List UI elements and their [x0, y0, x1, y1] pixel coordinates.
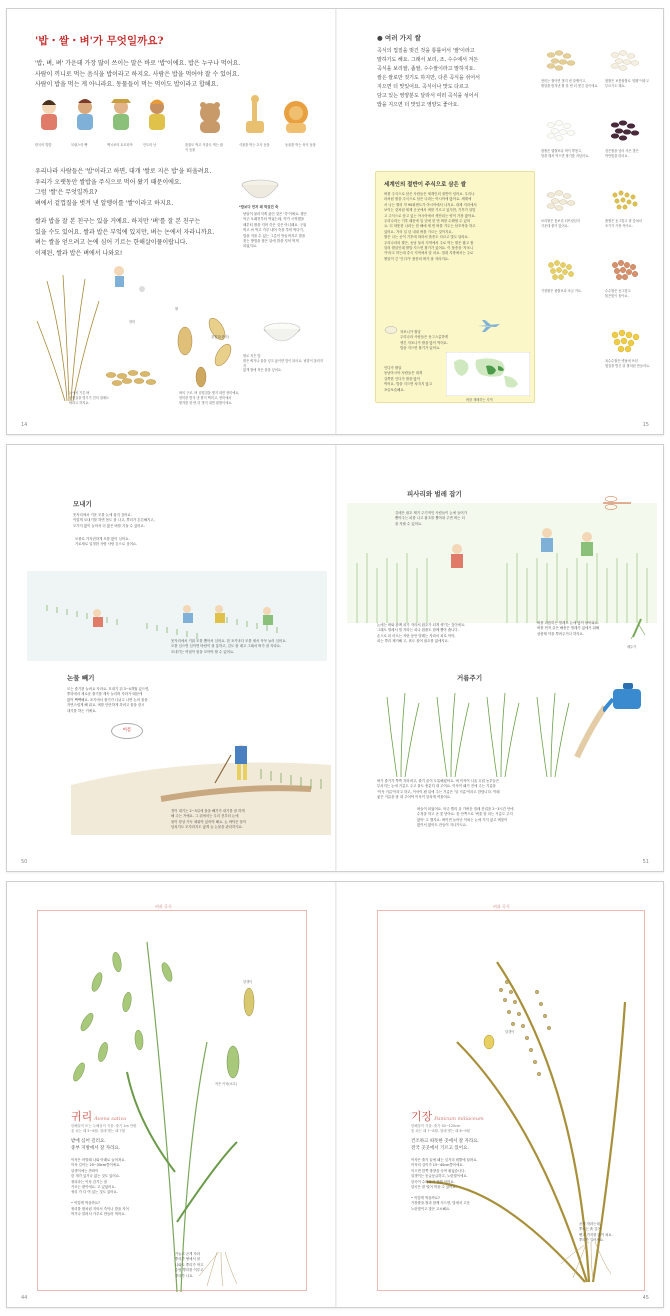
grain-structure-diagram	[178, 316, 234, 387]
grain-caption-8: 수수쌀은 동그랗고 붉은빛이 돌아요.	[605, 289, 631, 298]
para-rice: 우리나라 사람들은 '밥'이라고 하면, 대개 '쌀로 지은 밥'을 떠올려요. 우리가 오랫동안 쌀밥을 주식으로 먹어 왔기 때문이에요. 그럼 '쌀'은 무엇일까요? 벼에서 겉껍질을 벗겨 낸 알맹이를 '쌀'이라고 하지요.	[35, 168, 212, 207]
grain-swatch-white-rice	[605, 45, 647, 77]
people-label-2: 모링스의 빵	[71, 143, 88, 147]
person-india	[149, 100, 165, 131]
oat-plant-illustration	[57, 922, 257, 1292]
page-gutter	[335, 882, 337, 1307]
millet-text: 이삭은 줄기 끝에 패는 잎거리 원뿔에 달려요. 이삭의 길이가 15~40cm쯤이에요. 익으면 한쪽 방향을 숙여 휘었습니다. 알갱이는 동글동글하고, 노란빛이에요. 알곡이 수확하기 전엔 익어요. 알곡은 잘 털어 먹을 수 있어요. • 이렇게 먹을까요? 기장쌀을 쌀과 함께 지으면, 밥에서 고운 노란빛이고 맛은 고소해요.	[411, 1158, 478, 1211]
grain-caption-2: 찹쌀은 보통찹쌀로 '멥쌀'이라고 부르기도 해요.	[605, 79, 649, 88]
person-korea	[41, 100, 57, 130]
page-number-right: 51	[642, 859, 649, 865]
grain-swatch-black-rice	[605, 115, 647, 147]
page-number-left: 14	[21, 422, 28, 428]
grain-caption-10: 옥수수쌀은 옛날에 쓰던 껍질을 벗긴 뒤 쌀처럼 만들어요.	[605, 359, 651, 368]
world-map	[446, 352, 530, 396]
heading-draining: 논물 빼기	[67, 674, 95, 682]
animal-label-1: 풀풀도 먹고 식물도 먹는 잡식 동물	[185, 143, 223, 152]
page-number-left: 50	[21, 859, 28, 865]
label-dongphyeon: 겉껍질(왕겨)	[211, 335, 229, 339]
label-ssal: 쌀	[175, 307, 179, 311]
plant-name-oat	[71, 1108, 126, 1124]
label-oat-grain: 알갱이	[243, 980, 253, 984]
map-caption: 벼를 재배하는 지역	[466, 398, 493, 402]
text-draining: 모는 줄기를 늘려요 자라요. 모내기 뒤 3~4개월 있으면, 뿌리에서 새로운 줄기를 계속 늘리며 자라가 때문에 많이 빽빽해요. 포기에서 줄기가 나뉘고 나면 논의 물을 자연스럽게 빼 줘요. 벼를 단단하게 하려고 물을 잠시 대기를 하는 거예요.	[67, 687, 150, 713]
watering-can-icon	[603, 683, 651, 717]
people-eating-illustration	[35, 95, 185, 141]
label-hyeonmi: 현미	[129, 320, 136, 324]
animal-label-2: 식물을 먹는 초식 동물	[239, 143, 270, 147]
world-rice-box	[375, 171, 535, 403]
plate-tag: 벼과 곡식	[155, 904, 172, 909]
millet-lead: 건조하고 따뜻한 곳에서 잘 자라요. 전국 곳곳에서 기르고 있어요.	[411, 1139, 480, 1151]
child-figure	[114, 266, 145, 292]
note-transplanting-2: 못자리에서 키워 모를 뽑아서 심어요. 한 포기마다 모를 세서 꼭꼭 눌러 심어요. 모를 심으면 심이면 바람이 잘 통하고, 김도 잘 매고 그래서 벼가 잘 자라요. 모내기는 여럿이 힘을 모아야 할 수 있어요.	[171, 639, 287, 654]
plant-name-text: 기장	[411, 1110, 433, 1123]
grasshopper-icon	[627, 613, 647, 643]
grain-swatch-barley	[541, 185, 583, 217]
label-oat-spikelet: 작은 이삭(소수)	[215, 1082, 237, 1086]
japonica-text: 자포니카 쌀알 우리나라 사람들은 동그스름하게 생긴 자포니카 쌀을 많이 먹어요. 밥을 지으면 찰기가 있어요.	[400, 330, 449, 351]
note-weeding-2: 벼를 괴롭히는 벌레도 논에 많이 날아와요. 벼를 먼저 갉은 해충은 벌레가 없애기 위해 살충제 약을 뿌려주거나 하지요.	[537, 621, 600, 636]
indica-text: 인디카 쌀알 동남아시아 사람들은 대개 길쭉한 인디카 쌀을 많이 먹어요. 밥을 지으면 차지지 않고 포슬포슬해요.	[384, 366, 432, 392]
grain-swatch-sorghum	[605, 255, 647, 287]
rice-plant	[37, 275, 99, 401]
millet-panicle	[499, 980, 551, 1076]
oat-spikelets	[71, 951, 174, 1082]
animal-label-3: 동물을 먹는 육식 동물	[285, 143, 316, 147]
bap-caption: 쌀로 지은 밥 쌀은 찌거나 물을 넣고 끓이면 밥이 되어요. 낱말이 물러지지 않게 쌀에 적은 물을 넣어요.	[243, 354, 323, 373]
millet-detail-grain	[484, 1035, 494, 1049]
text-weeding: 논에는 벼와 함께 피가 자라서 잡초가 되게 생기는 것이에요. 그래도 벌레서 벌 자라는 피나 잡풀도 함께 뽑아 줍니다. 손으로 피 마르는 자란 동안 벌레는 자라서 피로 막아, 피는 뿌리 제거해 고, 흙도 물어 잡초를 없애지요.	[377, 623, 466, 644]
grain-caption-1: 현미는 쌀이면 벗겨 낸 알맹이고, 쌀알을 벗겨낸 쌀 한 번 더 벗긴 것이에요.	[541, 79, 599, 88]
grain-swatch-foxtail-millet	[605, 185, 647, 217]
rice-note: 낟알이 물러지게 끓인 것은 '죽'이에요. 쌀은 아주 오래전부터 먹었는데, 약가 시작했을 때부터 쌀을 지어 죽은 것은 아니래요. 구워 먹고 씨 먹고 가루 내어 죽을 쑤어 먹다가, 밥을 지을 수 있는 그릇이 만들어지고 밥을 짓는 방법을 찾은 뒤에 밥을 지어 먹게 되었지요.	[243, 212, 308, 249]
box-text: 벼를 주식으로 삼은 사람들은 세계인의 절반이 넘어요. 우리나 라처럼 쌀을 주식으로 삼은 나라는 아시아에 많아요. 세계에 서 나는 쌀의 약 90퍼센트가 아시아에서 나지요. 대체 지리에서 보이는 것처럼 세계 곳곳에서 벼를 기르고 있지만, 기후가 알맞 고 주식으로 삼고 있는 아시아에서 생산되는 양이 가장 많아요. 우리나라는 기후 때문에 일 년에 한 번 벼를 수확할 수 있어 요. 더 따뜻한 나라는 한 해에 세 번 벼를 거두는 삼모작을 하고 있어요. 거의 일 년 내내 벼를 기르는 것이지요. 쌀은 나는 곳이 기후에 따라서 품종도 다르고 맛도 달라요. 우리나라의 쌀은, 동남 둘의 지역에서 주로 먹는 쌀은 짧고 찰 알의 쌀알인데 쌀밥 지으면 찰기가 있어요. 이 품종을 '자포니 카'라고 하는데 중국 지역에서 알 차요. 열대 지방에서는 주로 쌀알이 긴 '인디카' 품종의 벼가 잘 자라지요.	[384, 192, 477, 261]
note-draining: 경이 대기는 2~3일에 물을 빼기가 대기를 잘 하게 해 주는 거예요. 그 뒤에서는 우리 전부터 논에 물이 항상 가득 채워야 있어야 해요. 논 바닥은 물이 넘치지도 모자라지도 않게 늘 논물을 관리하지요.	[171, 809, 247, 830]
oat-lead: 밭에 심어 길러요. 중부 지방에서 잘 자라요.	[71, 1139, 121, 1151]
bug-label: 메뚜기	[627, 645, 637, 649]
page-title: '밥・쌀・벼'가 무엇일까요?	[35, 35, 164, 47]
heading-weeding: 피사리와 벌레 잡기	[407, 490, 462, 498]
grain-swatch-proso-millet	[541, 255, 583, 287]
page-number-left: 44	[21, 1295, 28, 1301]
heading-transplanting: 모내기	[73, 500, 92, 508]
para-byeo: 쌀과 밥을 잘 본 친구는 있을 거예요. 하지만 '벼'를 잘 본 친구는 있을 수도 있어요. 쌀과 밥은 부엌에 있지만, 벼는 논에서 자라니까요. 벼는 쌀을 얻으려고 논에 심어 기르는 한해살이풀이랍니다. 이제된, 쌀과 밥은 벼에서 나와요!	[35, 218, 215, 257]
dragonfly-icon	[597, 493, 637, 513]
people-label-1: 한국의 밥밥	[35, 143, 52, 147]
latin-name: Avena sativa	[94, 1116, 127, 1122]
byeo-caption: 논에서 기른 벼 겉껍질을 벗기기 전의 열매도 벼라고 하지요.	[69, 391, 109, 405]
section-title: ● 여러 가지 쌀	[377, 34, 421, 42]
page-gutter	[335, 445, 337, 871]
rice-note-title: *밥보다 먼저 왜 먹었던 죽	[239, 205, 279, 209]
oat-stems	[147, 942, 207, 1292]
oat-detail-spikelet	[227, 1046, 239, 1078]
fertilizing-illustration	[377, 687, 617, 777]
heading-fertilizing: 거름주기	[457, 674, 483, 682]
plant-name-text: 귀리	[71, 1110, 93, 1123]
note-transplanting-1: 모줄로 가지런하게 모를 많이 심어요. 가로세로 일정한 사람 사람 손으로 심어요.	[75, 537, 138, 547]
grain-swatch-hyeonmi	[541, 45, 583, 77]
text-fertilizing: 벼가 줄기가 쭉쭉 자라려고, 줄기 끝이 도톰해졌어요. 벼 이삭이 나올 무렵 농부들은 부서지는 논에 거름도 주고 물도 충분히 대 주어요. 이삭이 패기 전에 주는 거름을 '이삭 거름'이라고 하고, 이삭이 팬 뒤에 주는 거름은 '알 거름'이라고 한답니다. 이때 좋은 거름을 잘 대 주어야 이삭이 알차게 여물어요.	[377, 779, 500, 800]
grain-caption-3: 찹쌀은 멥쌀보다 색이 뿌옇고, 밥을 해서 먹으면 찰기를 지녔어요.	[541, 149, 590, 158]
latin-name: Panicum miliaceum	[434, 1116, 484, 1122]
intro-paragraph: '밥, 벼, 벼' 가운데 가장 많이 쓰이는 말은 바로 '밥'이에요. 밥은 누구나 먹어요. 사람이 끼니로 먹는 음식을 밥이라고 하지요. 사람은 밥을 먹어야 잘 수 있어요. 사람이 밥을 먹는 게 아니라요. 동물들이 먹는 먹이도 밥이라고 합해요.	[35, 60, 241, 88]
people-label-3: 멕시코의 토르티야	[107, 143, 133, 147]
giraffe-icon	[246, 95, 264, 133]
plant-name-millet	[411, 1108, 484, 1124]
label-millet-grain: 알갱이	[505, 1030, 515, 1034]
animals-eating-illustration	[192, 95, 322, 141]
tall-rice-plants	[387, 693, 569, 777]
page-number-right: 15	[642, 422, 649, 428]
oat-root-caption: 가늘고 곧게 자라 뿌리가 땅에서 잘 나와도 뿌리가 작고 수염 뿌리를 이루고 뿌리가 나요.	[175, 1252, 204, 1278]
plate-tag: 벼과 곡식	[493, 904, 510, 909]
season-bubble: 여름	[111, 723, 143, 739]
grain-swatch-corn	[605, 325, 647, 357]
grain-swatch-glutinous	[541, 115, 583, 147]
spread-rice-bap	[6, 8, 664, 435]
lion-icon	[284, 101, 308, 133]
section-paragraph: 곡식의 껍질을 벗긴 것을 통틀어서 '쌀'이라고 말하기도 해요. 그래서 보리, 조, 수수에서 겨든 곡식을 보리쌀, 좁쌀, 수수쌀이라고 말하지요. 쌀은 쌀로만 짓기도 하지만, 다른 곡식을 섞어서 지으면 더 맛있어요. 곡식이나 맛도 다르고 담고 있는 영양분도 달라서 여러 곡식을 섞어서 밥을 지으면 더 맛있고 영양도 좋아요.	[377, 48, 480, 108]
oat-subtitle: 한해살이 또는 두해살이 식물. 줄기 1m 안팎 꽃 피는 때 5~6월. 열매 맺는 때 7월	[71, 1124, 137, 1134]
grain-caption-4: 검은쌀을 넣어 지은 밥은 까만빛을 띠어요.	[605, 149, 639, 158]
hyeonmi-caption: 벼의 구조. 벼 겉껍질을 벗겨 내면 현미예요, 현미를 벗겨 낸 쌀이 백미고, 현미에서 쌀겨를 한 번 더 벗겨 내면 흰쌀이에요.	[179, 391, 240, 405]
grain-caption-7: 기장쌀은 좁쌀보다 조금 커요.	[541, 289, 583, 293]
airplane-icon	[476, 318, 502, 334]
note-fertilizing: 벼들이 피었어요. 아주 빨리 올 가벼운 열매 잔업을 2~3시간 안에 수정을 하고 곧 꽃 닫아요. 꽃 안쪽으로 '벼꽃 잘 피는 거름도 주지 않아' 고 했지요. 벼이면 늘어난 이외는 논에 가지 않고 벼꽃이 많이서 많아도 잔들이 지나가도요.	[417, 807, 514, 828]
millet-subtitle: 한해살이 식물. 줄기 50~120cm 꽃 피는 때 7~8월. 열매 맺는 때 8~9월	[411, 1124, 470, 1134]
oat-detail-grain	[244, 988, 254, 1016]
grain-caption-6: 좁쌀은 동그랗고 잘 뭉쳐서 조기가 가장 작아요.	[605, 219, 642, 228]
person-mexico	[111, 99, 131, 130]
millet-root-caption: 곧게 자라는데, 뿌리는 흙 깊이 뻗고 가지를 많이 쳐요. 뿌리가 길어져요.	[579, 1222, 613, 1243]
rice-plant-illustration	[27, 261, 327, 411]
text-transplanting: 못자리에서 키운 모를 논에 옮겨 심어요. 이렇게 모내기를 하면 몸도 잘 나고, 뿌리가 튼튼해지고, 모가지 많이 늘어서 더 많은 벼를 거둘 수 있어요.	[73, 513, 155, 528]
spread-rice-farming	[6, 444, 664, 872]
cooked-rice-bowl	[264, 323, 300, 341]
porridge-bowl-illustration	[239, 177, 281, 203]
grain-caption-5: 보리쌀은 통보리 터뜨렸던지 가운데 줄이 있어요.	[541, 219, 580, 228]
rice-grain-pile	[106, 370, 156, 385]
note-weeding-1: 김매은 잡초 제거 주기적인 사람들이 논에 들어가 뽑아주는 피를 나고 잡초를 뽑아내 주면 벼는 더 잘 자랄 수 있어요.	[395, 511, 467, 526]
page-number-right: 45	[642, 1295, 649, 1301]
person-morocco	[77, 99, 93, 130]
bear-icon	[200, 102, 220, 133]
page-gutter	[335, 9, 337, 434]
oat-text: 이삭은 어릴때 나와 아래로 늘어져요. 이삭 길이는 20~30cm쯤이에요. 알갱이에는 까락이 한 개가 있거나 없는 것도 있어요. 귀리라는 이삭 감기는 잘 기르는 편이에요. 고 있었어요. 귀리 가 다 여 있는 것도 있어요. • 이렇게 먹을까요? 귀리를 쌀처럼 지어서 죽이나 밥을 지어 먹거나 말려서 가루로 만들어 먹어요.	[71, 1158, 129, 1217]
spread-grain-plates	[6, 881, 664, 1308]
japonica-grain-icon	[384, 326, 398, 334]
people-label-4: 인도의 난	[143, 143, 157, 147]
box-title: 세계인의 절반이 주식으로 삼은 쌀	[384, 182, 467, 188]
